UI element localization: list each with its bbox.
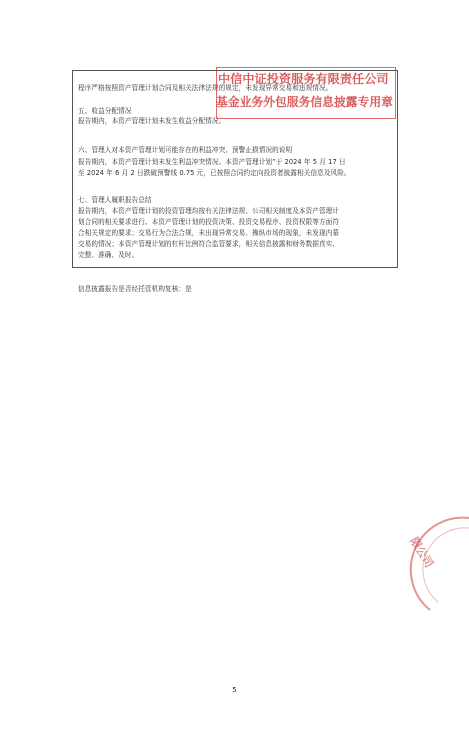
section6-body-line1: 报告期内，本资产管理计划未发生利益冲突情况。本资产管理计划”于 2024 年 5 月 17 日 [78, 158, 346, 166]
corner-seal-text: 限公司 [407, 535, 436, 570]
section7-heading: 七、管理人履职报告总结 [78, 196, 152, 204]
section6-body-line2: 至 2024 年 6 月 2 日跌破预警线 0.75 元，已按照合同约定向投资者披露相关信息及风险。 [78, 169, 351, 177]
intro-line: 程序严格按照资产管理计划合同及相关法律法规的规定，未发现异常交易和违规情况。 [78, 84, 333, 92]
stamp-line1: 中信中证投资服务有限责任公司 [218, 72, 389, 86]
corner-seal-icon [400, 510, 469, 620]
section5-heading: 五、收益分配情况 [78, 107, 132, 115]
section6-heading: 六、管理人对本资产管理计划可能存在的利益冲突、预警止损情况的说明 [78, 146, 293, 154]
section7-line5: 完整、准确、及时。 [78, 251, 139, 259]
section5-body: 报告期内，本资产管理计划未发生收益分配情况。 [78, 117, 226, 125]
section7-line2: 划合同的相关要求进行。本资产管理计划的投资决策、投资交易程序、投资权限等方面符 [78, 218, 340, 226]
page-number: 5 [232, 686, 237, 694]
stamp-line2: 基金业务外包服务信息披露专用章 [216, 95, 393, 109]
section7-line4: 交易的情况；本资产管理计划的杠杆比例符合监管要求，相关信息披露和财务数据真实、 [78, 240, 340, 248]
section7-line1: 报告期内，本资产管理计划的投资管理均按有关法律法规、公司相关制度及本资产管理计 [78, 207, 340, 215]
review-note: 信息披露报告是否经托管机构复核：是 [78, 285, 192, 293]
section7-line3: 合相关规定的要求；交易行为合法合规，未出现异常交易、操纵市场的现象，未发现内幕 [78, 229, 340, 237]
